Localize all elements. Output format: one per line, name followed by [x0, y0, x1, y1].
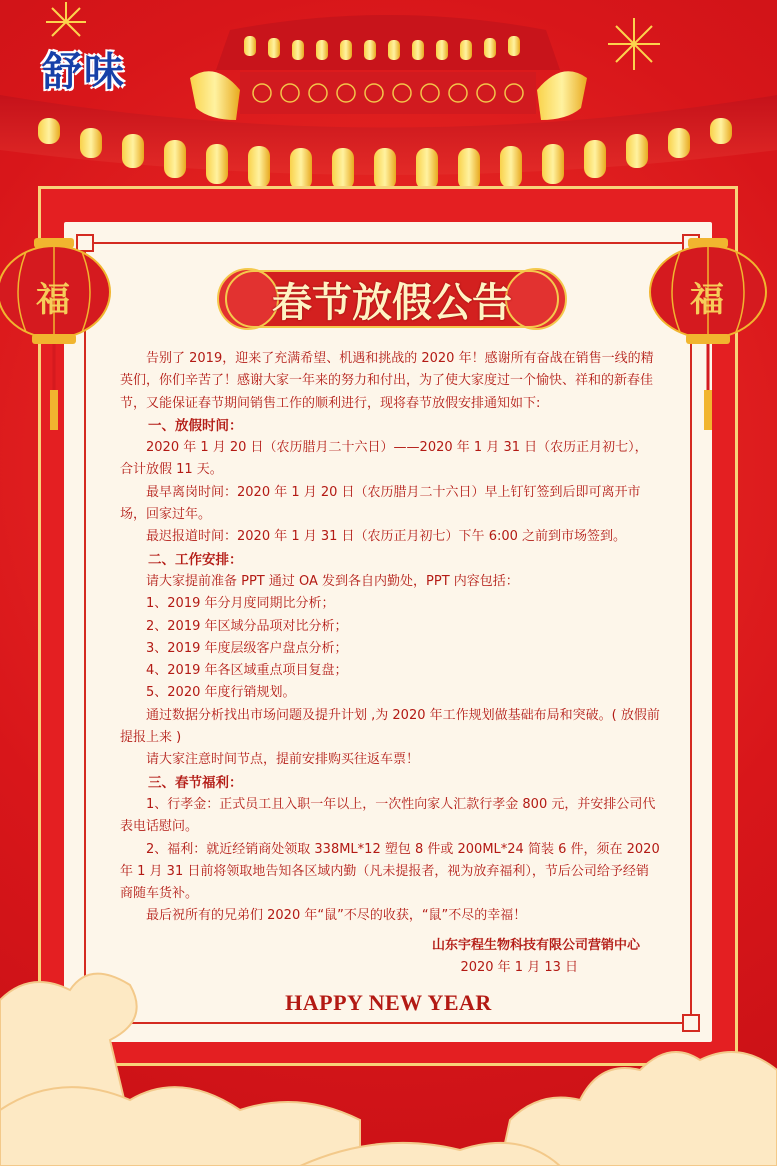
ppt-lead: 请大家提前准备 PPT 通过 OA 发到各自内勤处，PPT 内容包括： [146, 573, 519, 589]
section3-heading: 三、春节福利： [148, 774, 243, 791]
plan-paragraph: 通过数据分析找出市场问题及提升计划 ,为 2020 年工作规划做基础布局和突破。( 放假前提报上来 ) [120, 707, 660, 746]
right-lantern [640, 230, 777, 450]
left-lantern-char: 福 [36, 280, 70, 320]
section1-heading: 一、放假时间： [148, 417, 243, 434]
closing-wish: 最后祝所有的兄弟们 2020 年“鼠”不尽的收获，“鼠”不尽的幸福！ [146, 908, 527, 924]
notice-body [120, 348, 660, 928]
benefit-item: 1、行孝金：正式员工且入职一年以上，一次性向家人汇款行孝金 800 元，并安排公司代表电话慰问。 [120, 796, 656, 835]
signature-company: 山东宇程生物科技有限公司营销中心 [431, 938, 640, 953]
title-badge [212, 265, 572, 333]
left-lantern [0, 230, 120, 450]
right-lantern-char: 福 [690, 280, 724, 320]
notice-title [212, 265, 572, 333]
list-item: 1、2019 年分月度同期比分析； [146, 596, 335, 612]
brand-logo: 舒味 [42, 49, 126, 95]
happy-new-year: HAPPY NEW YEAR [285, 990, 492, 1015]
ticket-reminder: 请大家注意时间节点，提前安排购买往返车票！ [146, 752, 420, 768]
section2-heading: 二、工作安排： [148, 551, 243, 568]
list-item: 2、2019 年区域分品项对比分析； [146, 618, 348, 634]
list-item: 4、2019 年各区域重点项目复盘； [146, 663, 348, 679]
signature-date: 2020 年 1 月 13 日 [460, 960, 578, 975]
list-item: 3、2019 年度层级客户盘点分析； [146, 640, 348, 656]
holiday-dates: 2020 年 1 月 20 日（农历腊月二十六日）——2020 年 1 月 31 日（农历正月初七），合计放假 11 天。 [120, 440, 648, 478]
intro-paragraph: 告别了 2019，迎来了充满希望、机遇和挑战的 2020 年！感谢所有奋战在销售一线的精英们，你们辛苦了！感谢大家一年来的努力和付出，为了使大家度过一个愉快、祥和的新春佳节，又能保证春节期间销售工作的顺利进行，现将春节放假安排通知如下: [120, 351, 654, 411]
cloud-decoration [0, 960, 777, 1166]
latest-return: 最迟报道时间：2020 年 1 月 31 日（农历正月初七）下午 6:00 之前到市场签到。 [146, 529, 627, 545]
earliest-leave: 最早离岗时间：2020 年 1 月 20 日（农历腊月二十六日）早上钉钉签到后即可离开市场，回家过年。 [120, 484, 641, 523]
list-item: 5、2020 年度行销规划。 [146, 685, 296, 701]
notice-title-text: 春节放假公告 [272, 278, 512, 326]
benefit-item: 2、福利：就近经销商处领取 338ML*12 塑包 8 件或 200ML*24 简装 6 件，须在 2020 年 1 月 31 日前将领取地告知各区域内勤（凡未提报者，视为放弃福利），节后公司给予经销商随车货补。 [120, 841, 660, 902]
